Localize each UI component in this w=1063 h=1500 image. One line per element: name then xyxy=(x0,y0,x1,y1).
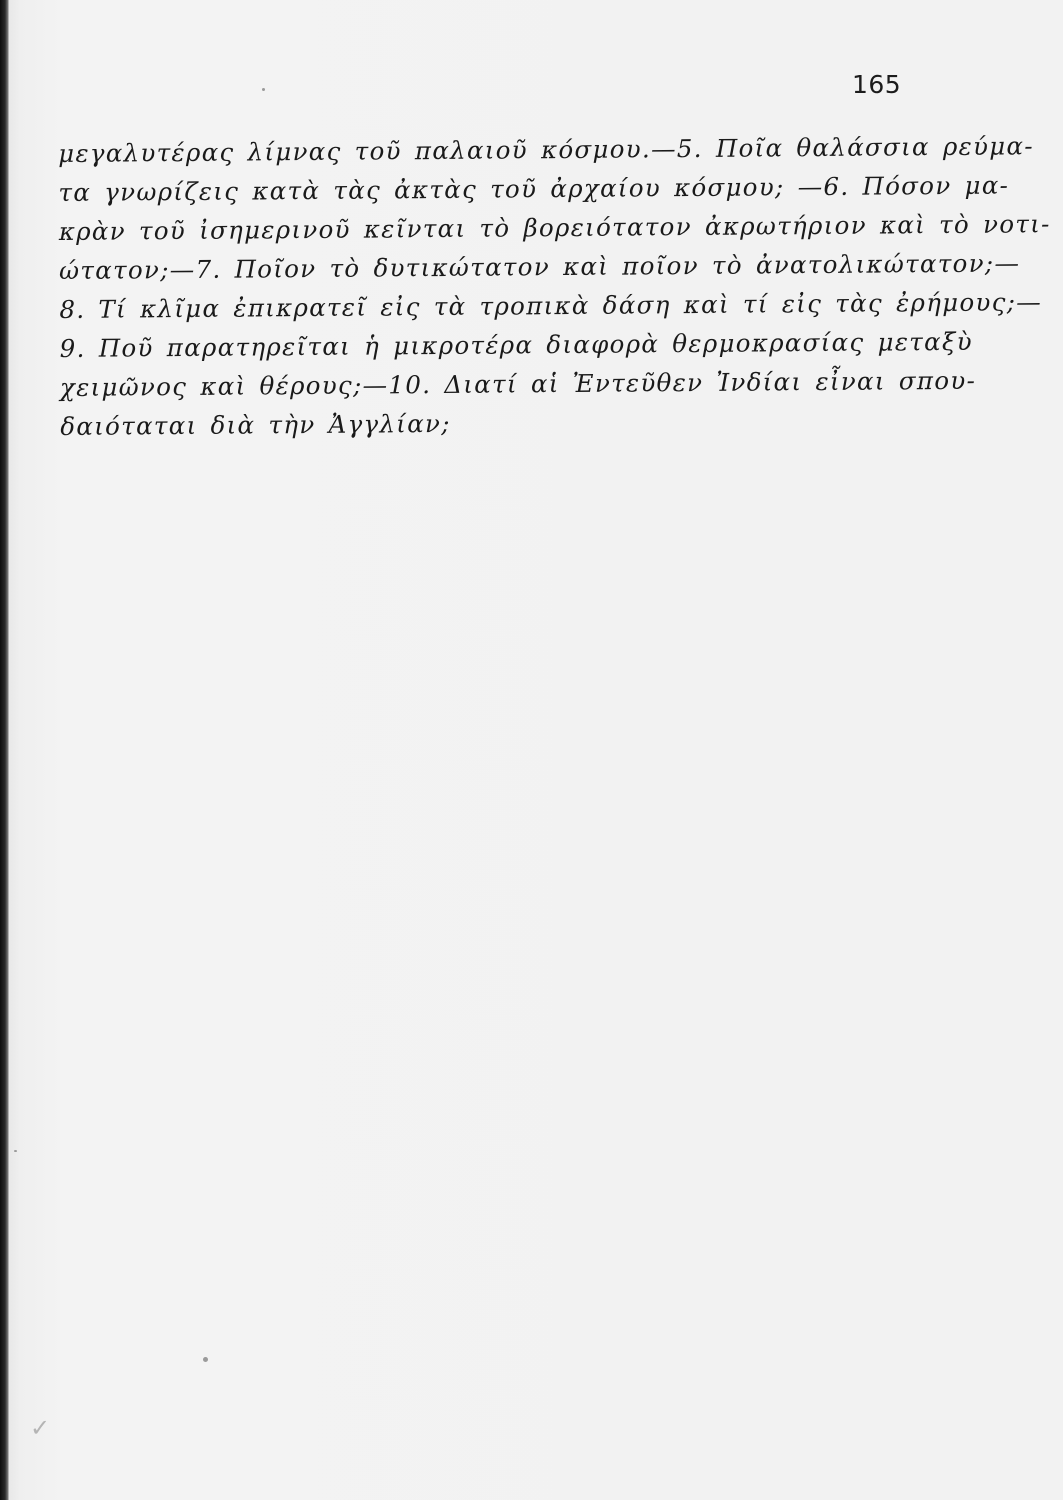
book-binding-edge xyxy=(0,0,9,1500)
text-line: 9. Ποῦ παρατηρεῖται ἡ μικροτέρα διαφορὰ θερμοκρασίας μεταξὺ xyxy=(59,326,974,363)
text-line: τα γνωρίζεις κατὰ τὰς ἀκτὰς τοῦ ἀρχαίου κόσμου; —6. Πόσον μα- xyxy=(58,170,1010,207)
scan-speck xyxy=(14,1150,17,1152)
text-line: 8. Τί κλῖμα ἐπικρατεῖ εἰς τὰ τροπικὰ δάση καὶ τί εἰς τὰς ἐρήμους;— xyxy=(59,287,1043,324)
body-text xyxy=(58,127,1051,446)
text-line: ώτατον;—7. Ποῖον τὸ δυτικώτατον καὶ ποῖον τὸ ἀνατολικώτατον;— xyxy=(58,248,1021,285)
text-line: κρὰν τοῦ ἰσημερινοῦ κεῖνται τὸ βορειότατον ἀκρωτήριον καὶ τὸ νοτι- xyxy=(58,209,1051,246)
scan-speck xyxy=(262,88,265,91)
scan-speck xyxy=(203,1357,208,1362)
text-line: μεγαλυτέρας λίμνας τοῦ παλαιοῦ κόσμου.—5. Ποῖα θαλάσσια ρεύμα- xyxy=(58,131,1034,168)
text-line: δαιόταται διὰ τὴν Ἀγγλίαν; xyxy=(60,408,451,441)
text-line: χειμῶνος καὶ θέρους;—10. Διατί αἱ Ἐντεῦθεν Ἰνδίαι εἶναι σπου- xyxy=(59,365,977,402)
page-number: 165 xyxy=(852,70,902,99)
scan-smudge: ✓ xyxy=(30,1414,51,1442)
